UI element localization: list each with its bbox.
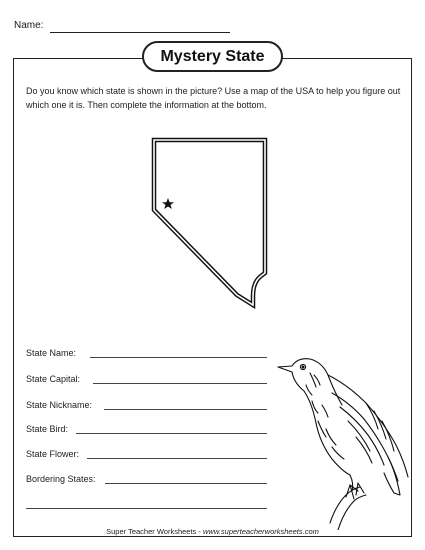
- field-bordering-states-label: Bordering States:: [26, 474, 96, 484]
- star-icon: [162, 198, 174, 209]
- field-bordering-states-line[interactable]: [105, 483, 267, 484]
- footer-site: Super Teacher Worksheets: [106, 527, 197, 536]
- name-line[interactable]: [50, 32, 230, 33]
- field-state-flower-line[interactable]: [87, 458, 267, 459]
- field-state-name-line[interactable]: [90, 357, 267, 358]
- field-extra-line[interactable]: [26, 508, 267, 509]
- field-state-nickname-line[interactable]: [104, 409, 267, 410]
- field-state-bird-line[interactable]: [76, 433, 267, 434]
- footer-url[interactable]: www.superteacherworksheets.com: [202, 527, 319, 536]
- field-state-capital-line[interactable]: [93, 383, 267, 384]
- page-title: Mystery State: [142, 41, 283, 72]
- field-state-name-label: State Name:: [26, 348, 77, 358]
- bird-icon: [270, 345, 410, 530]
- footer: [0, 527, 425, 536]
- instructions-text: Do you know which state is shown in the picture? Use a map of the USA to help you figure out which one it is. Then complete the information at the bottom.: [26, 86, 401, 110]
- field-state-bird-label: State Bird:: [26, 424, 69, 434]
- footer-separator: -: [196, 527, 203, 536]
- field-state-nickname-label: State Nickname:: [26, 400, 93, 410]
- field-state-flower-label: State Flower:: [26, 449, 80, 459]
- field-state-capital-label: State Capital:: [26, 374, 81, 384]
- name-label: Name:: [14, 20, 44, 31]
- name-row: [14, 20, 43, 31]
- state-outline-icon: [140, 130, 275, 310]
